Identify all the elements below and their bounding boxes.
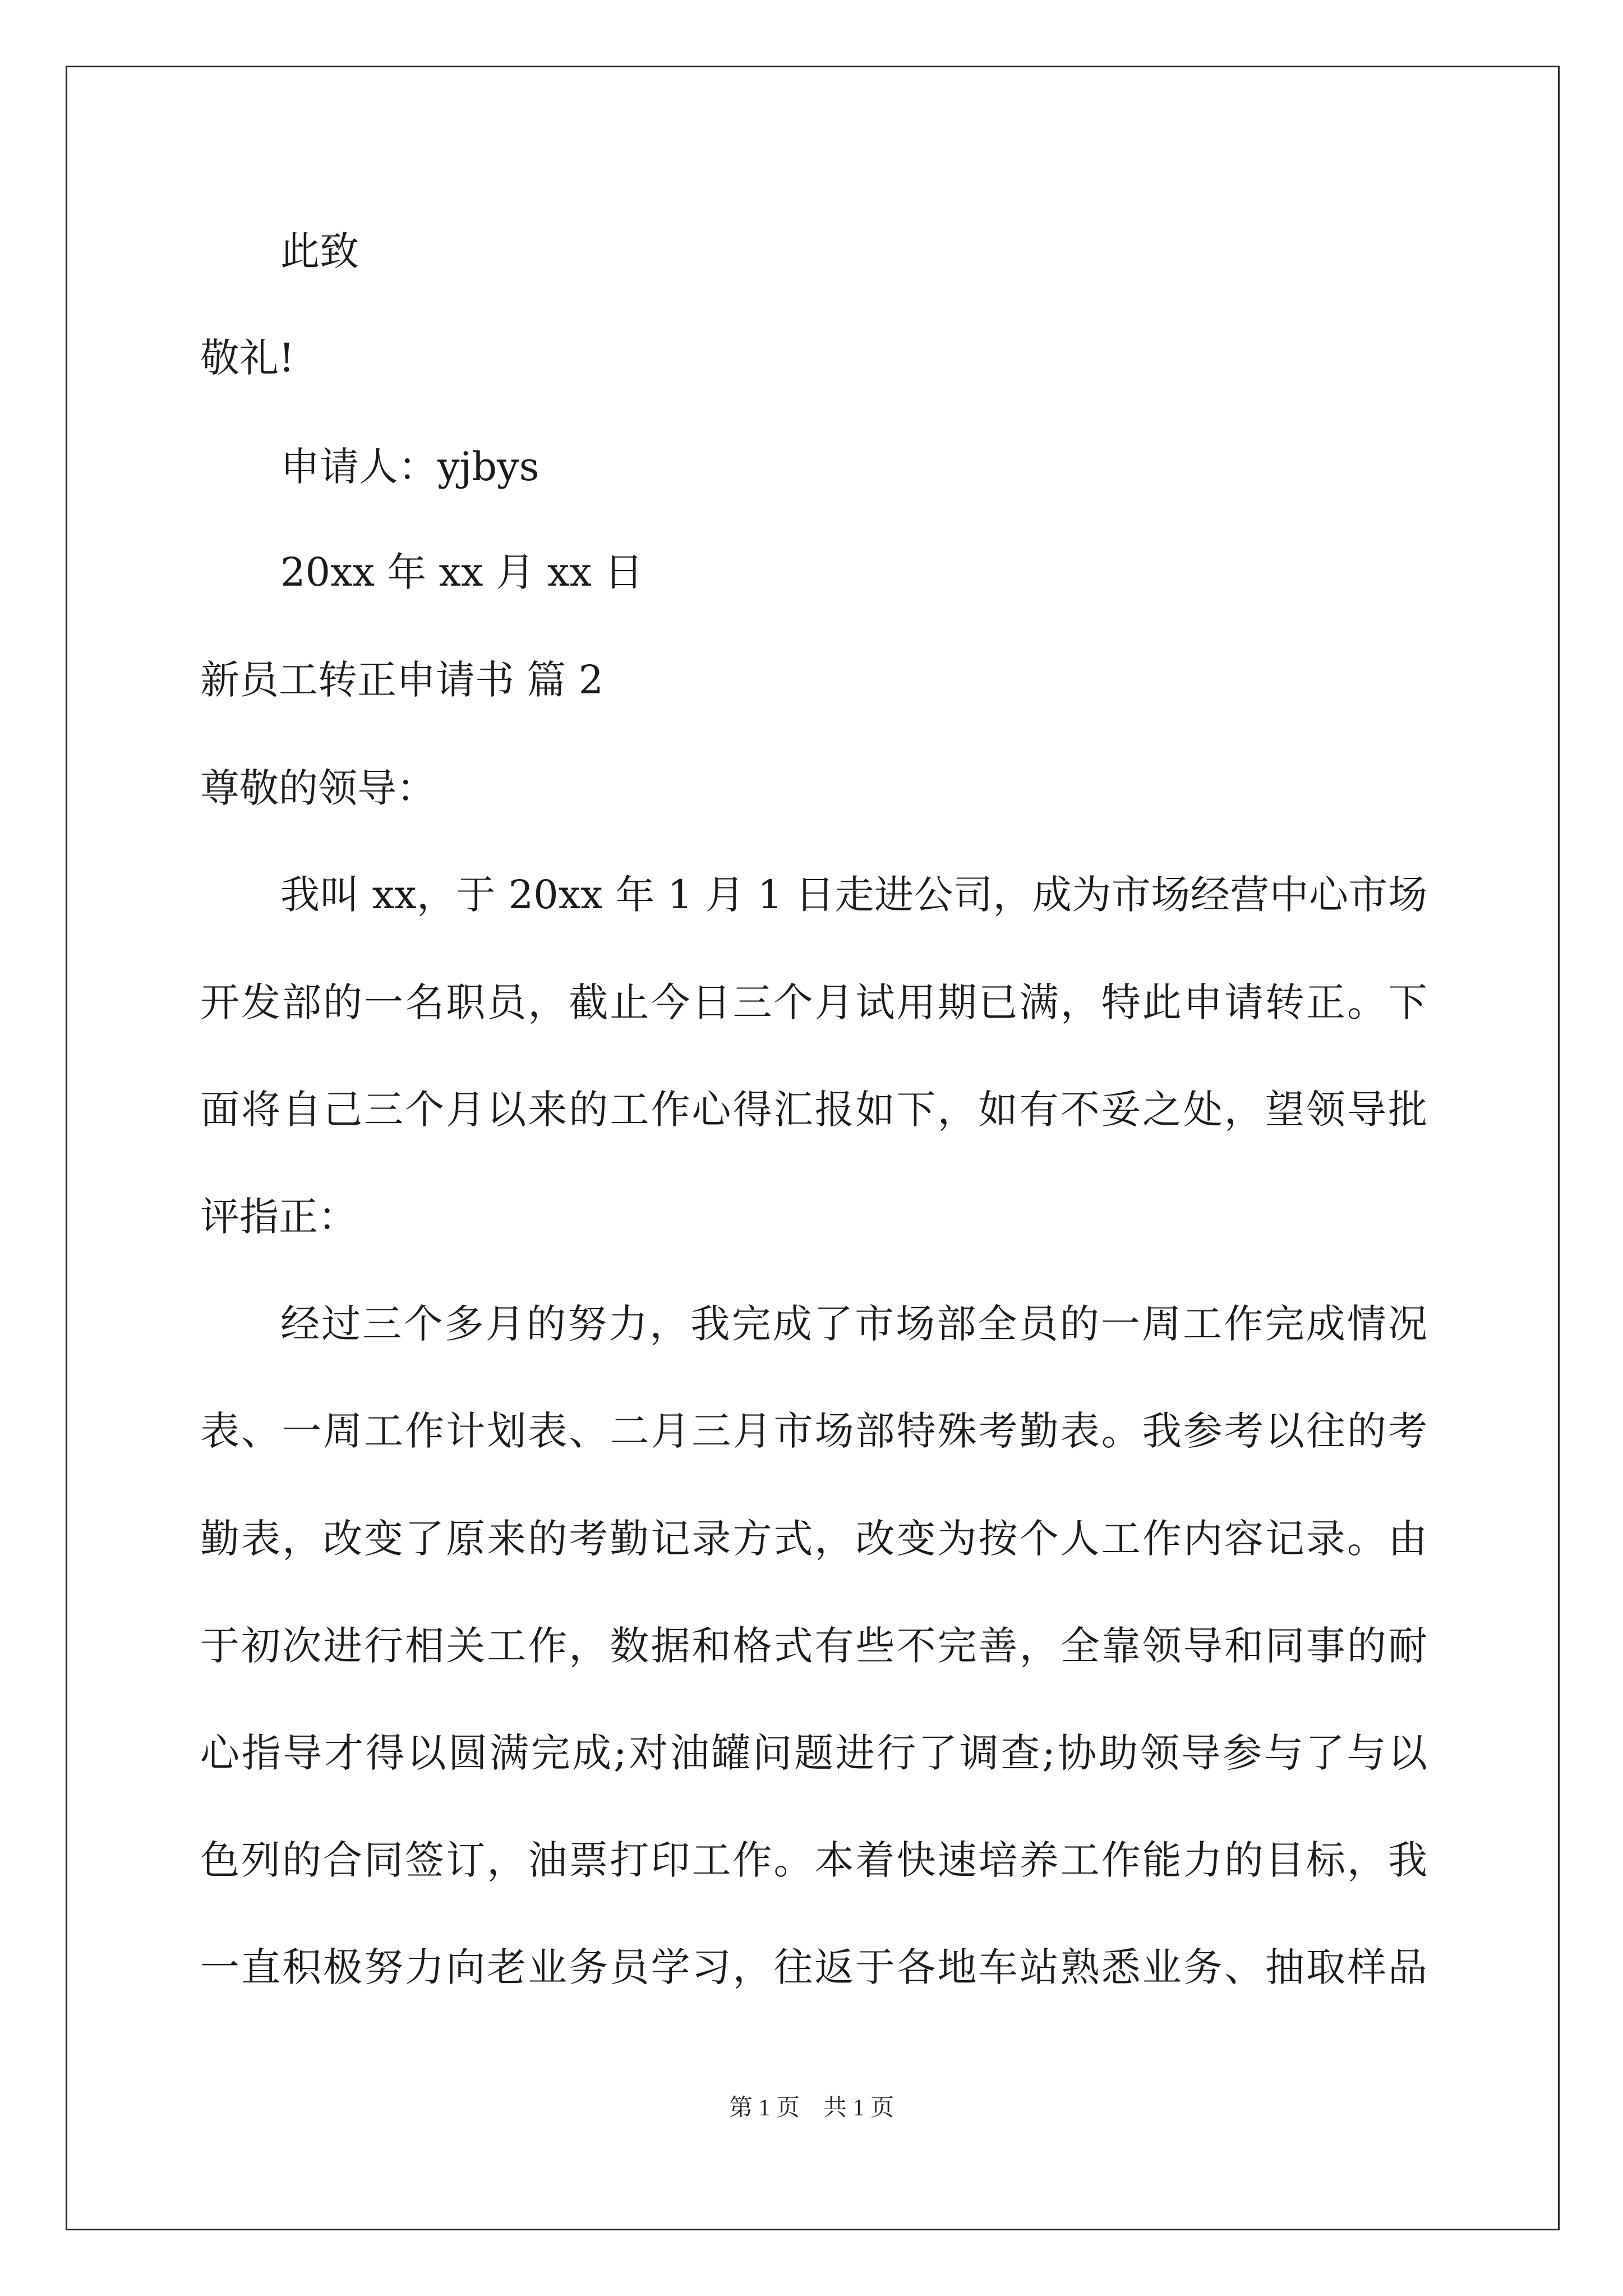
page-border xyxy=(66,66,1560,2230)
paragraph1-line: 开发部的一名职员，截止今日三个月试用期已满，特此申请转正。下 xyxy=(200,979,1427,1025)
paragraph2-line: 一直积极努力向老业务员学习，往返于各地车站熟悉业务、抽取样品 xyxy=(200,1944,1427,1990)
greeting: 尊敬的领导： xyxy=(200,765,436,811)
paragraph2-line: 心指导才得以圆满完成;对油罐问题进行了调查;协助领导参与了与以 xyxy=(200,1730,1427,1776)
closing-regards: 敬礼! xyxy=(200,335,295,381)
paragraph2-line: 于初次进行相关工作，数据和格式有些不完善，全靠领导和同事的耐 xyxy=(200,1623,1427,1669)
paragraph1-line: 面将自己三个月以来的工作心得汇报如下，如有不妥之处，望领导批 xyxy=(200,1087,1427,1133)
closing-salutation: 此致 xyxy=(280,228,359,274)
paragraph2-line: 经过三个多月的努力，我完成了市场部全员的一周工作完成情况 xyxy=(280,1301,1427,1347)
paragraph2-line: 勤表，改变了原来的考勤记录方式，改变为按个人工作内容记录。由 xyxy=(200,1516,1427,1562)
paragraph1-line: 评指正： xyxy=(200,1194,357,1240)
paragraph2-line: 色列的合同签订，油票打印工作。本着快速培养工作能力的目标，我 xyxy=(200,1837,1427,1883)
paragraph1-line: 我叫 xx，于 20xx 年 1 月 1 日走进公司，成为市场经营中心市场 xyxy=(280,872,1427,918)
paragraph2-line: 表、一周工作计划表、二月三月市场部特殊考勤表。我参考以往的考 xyxy=(200,1408,1427,1454)
section-title: 新员工转正申请书 篇 2 xyxy=(200,657,604,703)
page-footer: 第 1 页 共 1 页 xyxy=(728,2095,894,2121)
applicant-line: 申请人：yjbys xyxy=(280,444,540,490)
date-line: 20xx 年 xx 月 xx 日 xyxy=(280,549,644,595)
